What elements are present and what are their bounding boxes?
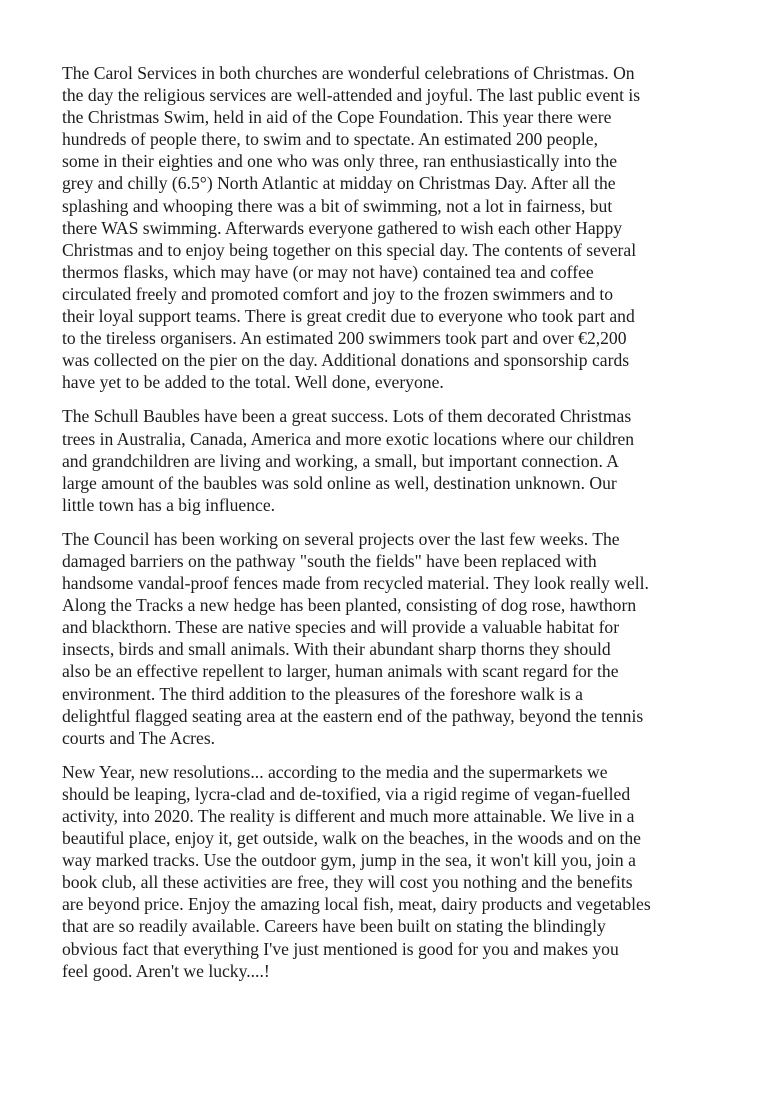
text-line: activity, into 2020. The reality is different and much more attainable. We live in a xyxy=(62,806,635,826)
text-line: environment. The third addition to the pleasures of the foreshore walk is a xyxy=(62,683,583,704)
text-line: hundreds of people there, to swim and to spectate. An estimated 200 people, xyxy=(62,129,598,150)
text-line: Christmas and to enjoy being together on this special day. The contents of several xyxy=(62,239,637,260)
text-line: some in their eighties and one who was only three, ran enthusiastically into the xyxy=(62,151,618,172)
text-line: Along the Tracks a new hedge has been planted, consisting of dog rose, hawthorn xyxy=(62,595,637,616)
text-line: trees in Australia, Canada, America and more exotic locations where our children xyxy=(62,428,635,449)
text-line: damaged barriers on the pathway "south the fields" have been replaced with xyxy=(62,550,597,571)
text-line: also be an effective repellent to larger, human animals with scant regard for the xyxy=(62,661,619,682)
text-line: and blackthorn. These are native species and will provide a valuable habitat for xyxy=(62,617,620,638)
paragraph-schull-baubles xyxy=(62,405,722,515)
text-line: have yet to be added to the total. Well done, everyone. xyxy=(62,372,444,393)
text-line: are beyond price. Enjoy the amazing local fish, meat, dairy products and vegetables xyxy=(62,894,651,915)
text-line: delightful flagged seating area at the eastern end of the pathway, beyond the tennis xyxy=(62,705,644,726)
text-line: and grandchildren are living and working, a small, but important connection. A xyxy=(62,450,619,471)
text-line: should be leaping, lycra-clad and de-toxified, via a rigid regime of vegan-fuelled xyxy=(62,783,631,804)
text-line: insects, birds and small animals. With their abundant sharp thorns they should xyxy=(62,639,611,660)
text-line: handsome vandal-proof fences made from recycled material. They look really well. xyxy=(62,573,649,594)
text-line: The Schull Baubles have been a great success. Lots of them decorated Christmas xyxy=(62,406,632,427)
text-line: the day the religious services are well-attended and joyful. The last public event is xyxy=(62,85,641,106)
text-line: thermos flasks, which may have (or may not have) contained tea and coffee xyxy=(62,261,594,282)
text-line: their loyal support teams. There is great credit due to everyone who took part and xyxy=(62,306,635,327)
text-line: New Year, new resolutions... according to the media and the supermarkets we xyxy=(62,761,608,782)
paragraph-council-projects xyxy=(62,528,722,749)
text-line: circulated freely and promoted comfort and joy to the frozen swimmers and to xyxy=(62,283,614,304)
text-line: The Carol Services in both churches are wonderful celebrations of Christmas. On xyxy=(62,63,635,83)
paragraph-christmas-swim xyxy=(62,62,722,393)
text-line: book club, all these activities are free, they will cost you nothing and the benefits xyxy=(62,872,633,893)
text-line: to the tireless organisers. An estimated 200 swimmers took part and over €2,200 xyxy=(62,328,627,349)
text-line: large amount of the baubles was sold online as well, destination unknown. Our xyxy=(62,472,617,493)
document-page xyxy=(62,62,722,994)
text-line: little town has a big influence. xyxy=(62,494,276,515)
text-line: way marked tracks. Use the outdoor gym, jump in the sea, it won't kill you, join a xyxy=(62,850,636,871)
text-line: splashing and whooping there was a bit of swimming, not a lot in fairness, but xyxy=(62,195,613,216)
text-line: beautiful place, enjoy it, get outside, walk on the beaches, in the woods and on the xyxy=(62,828,641,849)
text-line: courts and The Acres. xyxy=(62,727,216,748)
text-line: grey and chilly (6.5°) North Atlantic at midday on Christmas Day. After all the xyxy=(62,173,616,194)
text-line: there WAS swimming. Afterwards everyone gathered to wish each other Happy xyxy=(62,217,623,238)
text-line: the Christmas Swim, held in aid of the Cope Foundation. This year there were xyxy=(62,107,612,128)
text-line: The Council has been working on several projects over the last few weeks. The xyxy=(62,528,620,549)
text-line: feel good. Aren't we lucky....! xyxy=(62,960,270,981)
text-line: that are so readily available. Careers have been built on stating the blindingly xyxy=(62,916,606,937)
text-line: was collected on the pier on the day. Additional donations and sponsorship cards xyxy=(62,350,630,371)
text-line: obvious fact that everything I've just mentioned is good for you and makes you xyxy=(62,938,619,959)
paragraph-new-year xyxy=(62,761,722,982)
